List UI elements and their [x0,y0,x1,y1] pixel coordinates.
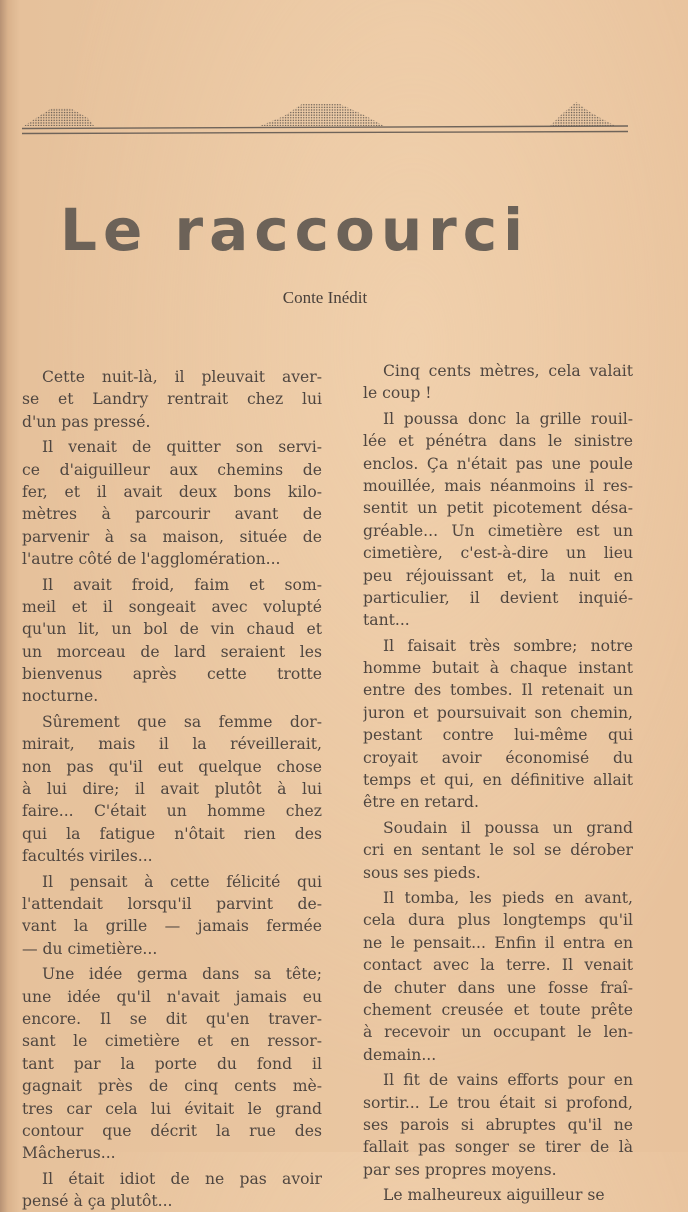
text-line: fer, et il avait deux bons kilo- [22,482,322,501]
paragraph [363,1069,633,1181]
paragraph [363,360,633,405]
text-line: peu réjouissant et, la nuit en [363,566,633,585]
text-line: Mâcherus... [22,1144,116,1163]
text-line: entre des tombes. Il retenait un [363,681,633,700]
text-line: sortir... Le trou était si profond, [363,1093,633,1112]
text-line: mouillée, mais néanmoins il res- [363,476,633,495]
text-line: sant le cimetière et en ressor- [22,1032,322,1051]
text-line: demain... [363,1045,437,1064]
text-line: temps et qui, en définitive allait [363,771,633,790]
paragraph [363,635,633,814]
text-line: chement creusée et toute prête [363,1000,633,1019]
text-line: sentit un petit picotement désa- [363,499,633,518]
paragraph [22,436,322,570]
paragraph [363,817,633,884]
text-line: cela dura plus longtemps qu'il [363,911,633,930]
text-line: encore. Il se dit qu'en traver- [22,1009,322,1028]
text-line: Il fit de vains efforts pour en [383,1071,633,1090]
text-line: homme butait à chaque instant [363,659,633,678]
text-line: mirait, mais il la réveillerait, [22,735,322,754]
text-line: Cinq cents mètres, cela valait [383,362,633,380]
text-line: mètres à parcourir avant de [22,505,322,524]
text-line: juron et poursuivait son chemin, [363,703,633,722]
paragraph [22,711,322,868]
paragraph [22,963,322,1165]
text-line: tres car cela lui évitait le grand [22,1099,322,1118]
text-line: être en retard. [363,793,480,812]
text-line: Il tomba, les pieds en avant, [383,888,633,907]
text-line: pensé à ça plutôt... [22,1192,173,1211]
paragraph [22,1168,322,1212]
text-line: qui la fatigue n'ôtait rien des [22,824,322,843]
text-line: cri en sentant le sol se dérober [363,841,633,860]
text-line: faire... C'était un homme chez [22,802,322,821]
text-line: un morceau de lard seraient les [22,642,322,661]
text-line: à recevoir un occupant le len- [363,1023,633,1042]
text-line: croyait avoir économisé du [363,748,633,767]
text-line: sous ses pieds. [363,863,481,882]
text-line: qu'un lit, un bol de vin chaud et [22,620,322,639]
text-line: nocturne. [22,687,99,706]
text-line: bienvenus après cette trotte [22,665,322,684]
text-line: ses parois si abruptes qu'il ne [363,1115,633,1134]
text-line: vant la grille — jamais fermée [22,917,322,936]
text-line: Cette nuit-là, il pleuvait aver- [42,368,322,386]
dot-pyramid-left [24,108,94,126]
text-line: fallait pas songer se tirer de là [363,1138,633,1157]
text-line: enclos. Ça n'était pas une poule [363,454,633,473]
text-line: de chuter dans une fosse fraî- [363,978,633,997]
text-line: tant par la porte du fond il [22,1054,322,1073]
article-subtitle: Conte Inédit [282,288,368,307]
text-line: Soudain il poussa un grand [383,818,633,837]
text-line: — du cimetière... [22,939,158,958]
text-line: par ses propres moyens. [363,1160,557,1179]
article-title: Le raccourci [60,196,529,264]
text-line: Le malheureux aiguilleur se [383,1186,605,1205]
paragraph [22,871,322,961]
text-line: se et Landry rentrait chez lui [22,390,322,409]
text-line: contour que décrit la rue des [22,1121,322,1140]
text-line: pestant contre lui-même qui [363,726,633,745]
paragraph [363,887,633,1066]
text-line: à lui dire; il avait plutôt à lui [22,780,322,799]
text-line: Il faisait très sombre; notre [383,636,633,655]
text-line: gréable... Un cimetière est un [363,521,633,540]
text-line: particulier, il devient inquié- [363,588,633,607]
text-line: ne le pensait... Enfin il entra en [363,933,633,952]
text-line: Une idée germa dans sa tête; [42,965,322,984]
text-line: parvenir à sa maison, située de [22,527,322,546]
text-line: lée et pénétra dans le sinistre [363,432,633,451]
text-line: facultés viriles... [22,847,153,866]
text-column-right [363,360,633,1206]
paragraph [22,366,322,433]
rule-line-top [22,126,628,129]
text-line: Sûrement que sa femme dor- [42,712,322,731]
paragraph [22,574,322,708]
text-line: Il était idiot de ne pas avoir [42,1169,322,1188]
text-line: Il poussa donc la grille rouil- [383,409,633,428]
text-line: une idée qu'il n'avait jamais eu [22,987,322,1006]
paragraph [363,408,633,632]
text-line: cimetière, c'est-à-dire un lieu [363,544,633,563]
text-line: gagnait près de cinq cents mè- [22,1077,322,1096]
text-line: d'un pas pressé. [22,412,151,431]
text-column-left [22,366,322,1212]
rule-line-bottom [22,132,628,134]
text-line: Il venait de quitter son servi- [42,438,322,457]
text-line: Il avait froid, faim et som- [42,575,322,594]
text-line: meil et il songeait avec volupté [22,597,322,616]
text-line: ce d'aiguilleur aux chemins de [22,460,322,479]
text-line: contact avec la terre. Il venait [363,956,633,975]
decorative-header-rule [22,96,630,136]
text-line: tant... [363,611,410,630]
dot-pyramid-center [260,104,384,126]
dot-pyramid-right [550,102,616,126]
text-line: le coup ! [363,384,432,403]
paragraph [363,1184,633,1206]
text-line: l'autre côté de l'agglomération... [22,550,281,569]
text-line: non pas qu'il eut quelque chose [22,757,322,776]
text-line: l'attendait lorsqu'il parvint de- [22,894,322,913]
text-line: Il pensait à cette félicité qui [42,872,322,891]
